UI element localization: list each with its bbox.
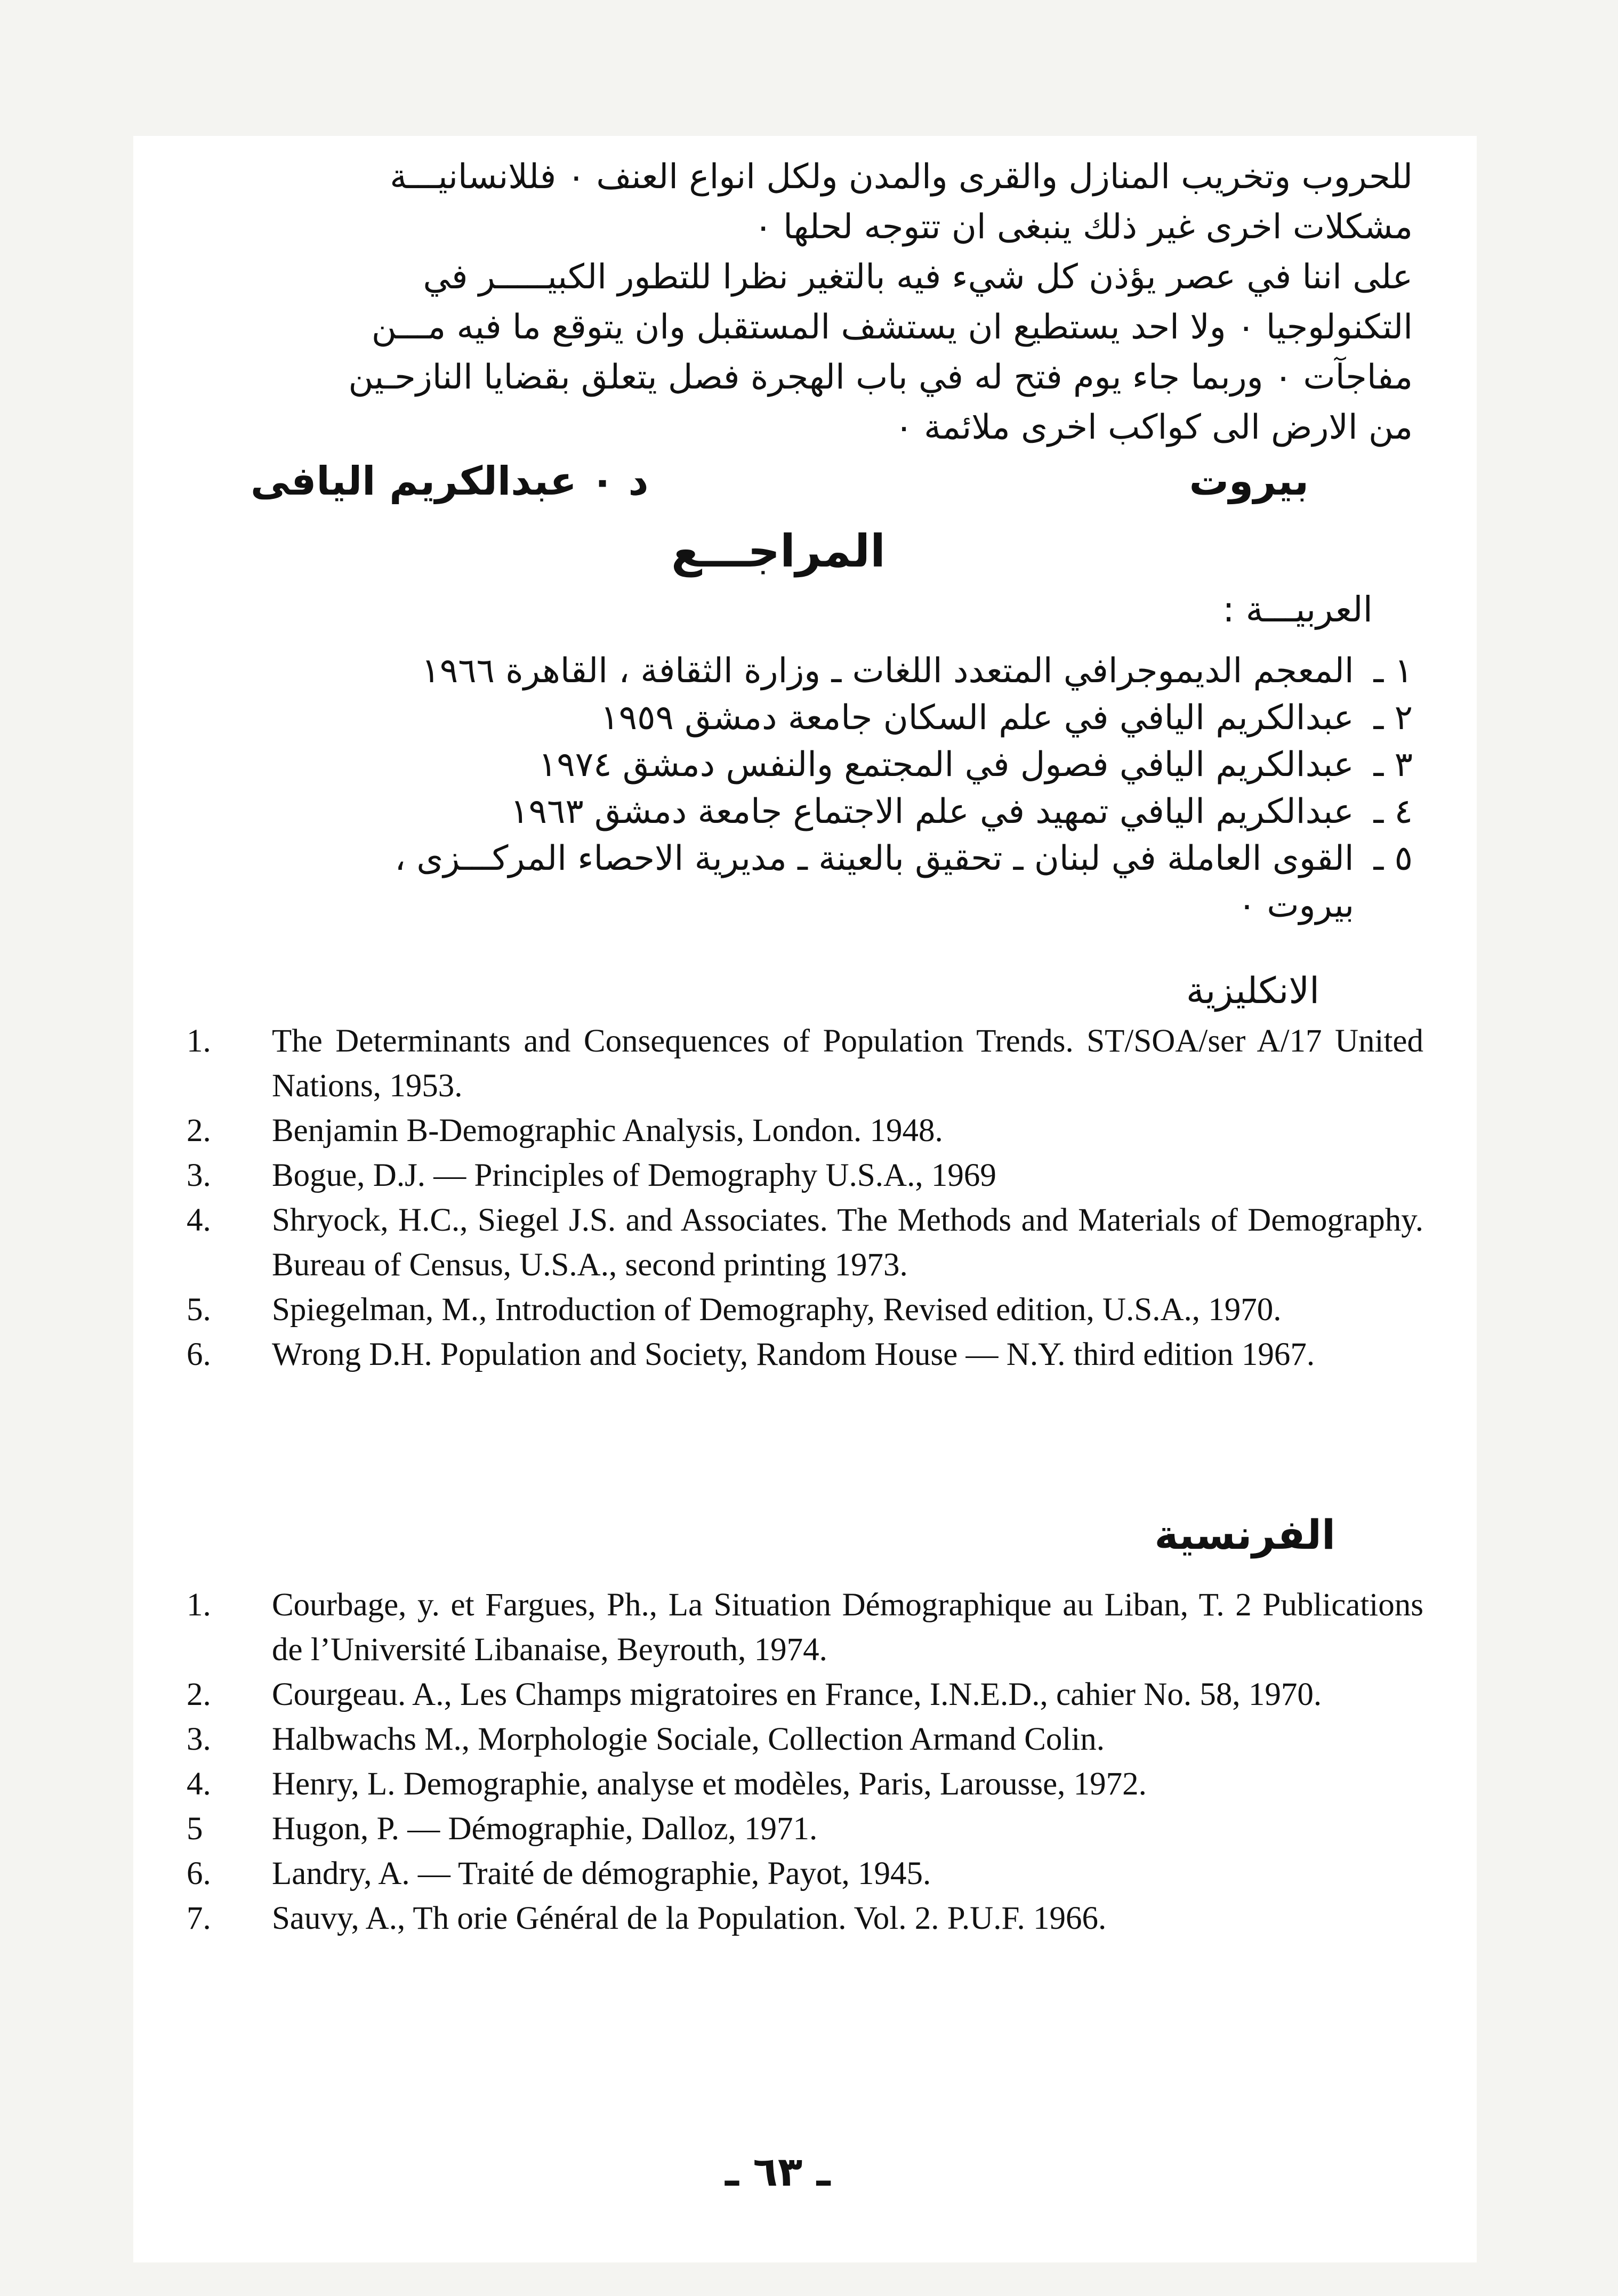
reference-number: 6.: [187, 1856, 211, 1891]
reference-number: 5: [187, 1811, 203, 1847]
arabic-section-heading: العربيـــة :: [1222, 589, 1373, 630]
intro-paragraph: [348, 152, 1413, 452]
signature-author: د ٠ عبدالكريم اليافى: [251, 458, 649, 504]
reference-number: 7.: [187, 1901, 211, 1936]
arabic-reference-continuation: بيروت ٠: [1237, 886, 1354, 925]
reference-number: 6.: [187, 1337, 211, 1372]
reference-text: Shryock, H.C., Siegel J.S. and Associates. The Methods and Materials of Demography. Bureau of Census, U.S.A., second printing 1973.: [272, 1202, 1423, 1283]
reference-text: Halbwachs M., Morphologie Sociale, Collection Armand Colin.: [272, 1721, 1105, 1757]
english-reference-item: [187, 1019, 1423, 1109]
arabic-reference-text: المعجم الديموجرافي المتعدد اللغات ـ وزارة الثقافة ، القاهرة ١٩٦٦: [421, 651, 1354, 691]
intro-line-3: على اننا في عصر يؤذن كل شيء فيه بالتغير نظرا للتطور الكبيـــــر في: [423, 257, 1413, 297]
english-section-heading: الانكليزية: [1186, 970, 1319, 1012]
arabic-reference-list: [395, 648, 1413, 929]
english-reference-item: [187, 1198, 1423, 1288]
arabic-reference-item: [395, 694, 1413, 741]
reference-text: Bogue, D.J. — Principles of Demography U.S.A., 1969: [272, 1158, 996, 1193]
reference-text: Courgeau. A., Les Champs migratoires en France, I.N.E.D., cahier No. 58, 1970.: [272, 1677, 1322, 1712]
french-reference-item: [187, 1807, 1423, 1852]
reference-number: 3.: [187, 1721, 211, 1757]
page-number: ـ ٦٣ ـ: [725, 2148, 831, 2195]
french-reference-list: [187, 1583, 1423, 1941]
arabic-reference-text: عبدالكريم اليافي في علم السكان جامعة دمشق ١٩٥٩: [600, 698, 1354, 738]
reference-text: Henry, L. Demographie, analyse et modèles, Paris, Larousse, 1972.: [272, 1766, 1147, 1802]
french-reference-item: [187, 1583, 1423, 1672]
arabic-reference-number: ٣ ـ: [1373, 745, 1413, 785]
arabic-reference-text: عبدالكريم اليافي تمهيد في علم الاجتماع جامعة دمشق ١٩٦٣: [510, 792, 1354, 831]
english-reference-item: [187, 1288, 1423, 1332]
reference-number: 4.: [187, 1766, 211, 1802]
french-section-heading: الفرنسية: [1154, 1511, 1335, 1558]
reference-number: 1.: [187, 1587, 211, 1623]
reference-text: Hugon, P. — Démographie, Dalloz, 1971.: [272, 1811, 818, 1847]
reference-number: 2.: [187, 1113, 211, 1149]
intro-line-4: التكنولوجيا ٠ ولا احد يستطيع ان يستشف المستقبل وان يتوقع ما فيه مـــن: [371, 308, 1413, 347]
french-reference-item: [187, 1717, 1423, 1762]
reference-text: Sauvy, A., Th orie Général de la Population. Vol. 2. P.U.F. 1966.: [272, 1901, 1107, 1936]
signature-city: بيروت: [1189, 458, 1309, 504]
french-reference-item: [187, 1672, 1423, 1717]
intro-line-6: من الارض الى كواكب اخرى ملائمة ٠: [895, 408, 1413, 447]
reference-text: The Determinants and Consequences of Population Trends. ST/SOA/ser A/17 United Nations, 1953.: [272, 1023, 1423, 1104]
french-reference-item: [187, 1762, 1423, 1807]
intro-line-5: مفاجآت ٠ وربما جاء يوم فتح له في باب الهجرة فصل يتعلق بقضايا النازحـين: [348, 358, 1413, 397]
arabic-reference-item: [395, 741, 1413, 788]
arabic-reference-item: [395, 835, 1413, 882]
reference-number: 2.: [187, 1677, 211, 1712]
french-reference-item: [187, 1852, 1423, 1896]
arabic-reference-number: ١ ـ: [1373, 651, 1413, 691]
english-reference-list: [187, 1019, 1423, 1377]
reference-text: Courbage, y. et Fargues, Ph., La Situation Démographique au Liban, T. 2 Publications de l’Université Libanaise, Beyrouth, 1974.: [272, 1587, 1423, 1668]
english-reference-item: [187, 1109, 1423, 1153]
english-reference-item: [187, 1153, 1423, 1198]
reference-text: Wrong D.H. Population and Society, Random House — N.Y. third edition 1967.: [272, 1337, 1315, 1372]
intro-line-1: للحروب وتخريب المنازل والقرى والمدن ولكل انواع العنف ٠ فللانسانيـــة: [390, 157, 1413, 197]
arabic-reference-text: عبدالكريم اليافي فصول في المجتمع والنفس دمشق ١٩٧٤: [538, 745, 1354, 785]
references-heading: المراجـــع: [671, 525, 886, 577]
arabic-reference-number: ٥ ـ: [1373, 839, 1413, 878]
arabic-reference-text: القوى العاملة في لبنان ـ تحقيق بالعينة ـ مديرية الاحصاء المركـــزى ،: [395, 839, 1354, 878]
french-reference-item: [187, 1896, 1423, 1941]
english-reference-item: [187, 1332, 1423, 1377]
arabic-reference-item: [395, 788, 1413, 835]
reference-number: 5.: [187, 1292, 211, 1328]
reference-text: Landry, A. — Traité de démographie, Payot, 1945.: [272, 1856, 931, 1891]
arabic-reference-item: [395, 648, 1413, 694]
intro-line-2: مشكلات اخرى غير ذلك ينبغى ان تتوجه لحلها ٠: [754, 207, 1413, 247]
arabic-reference-number: ٤ ـ: [1373, 792, 1413, 831]
reference-number: 3.: [187, 1158, 211, 1193]
reference-number: 4.: [187, 1202, 211, 1238]
reference-text: Benjamin B-Demographic Analysis, London. 1948.: [272, 1113, 943, 1149]
arabic-reference-number: ٢ ـ: [1373, 698, 1413, 738]
reference-number: 1.: [187, 1023, 211, 1059]
reference-text: Spiegelman, M., Introduction of Demography, Revised edition, U.S.A., 1970.: [272, 1292, 1282, 1328]
